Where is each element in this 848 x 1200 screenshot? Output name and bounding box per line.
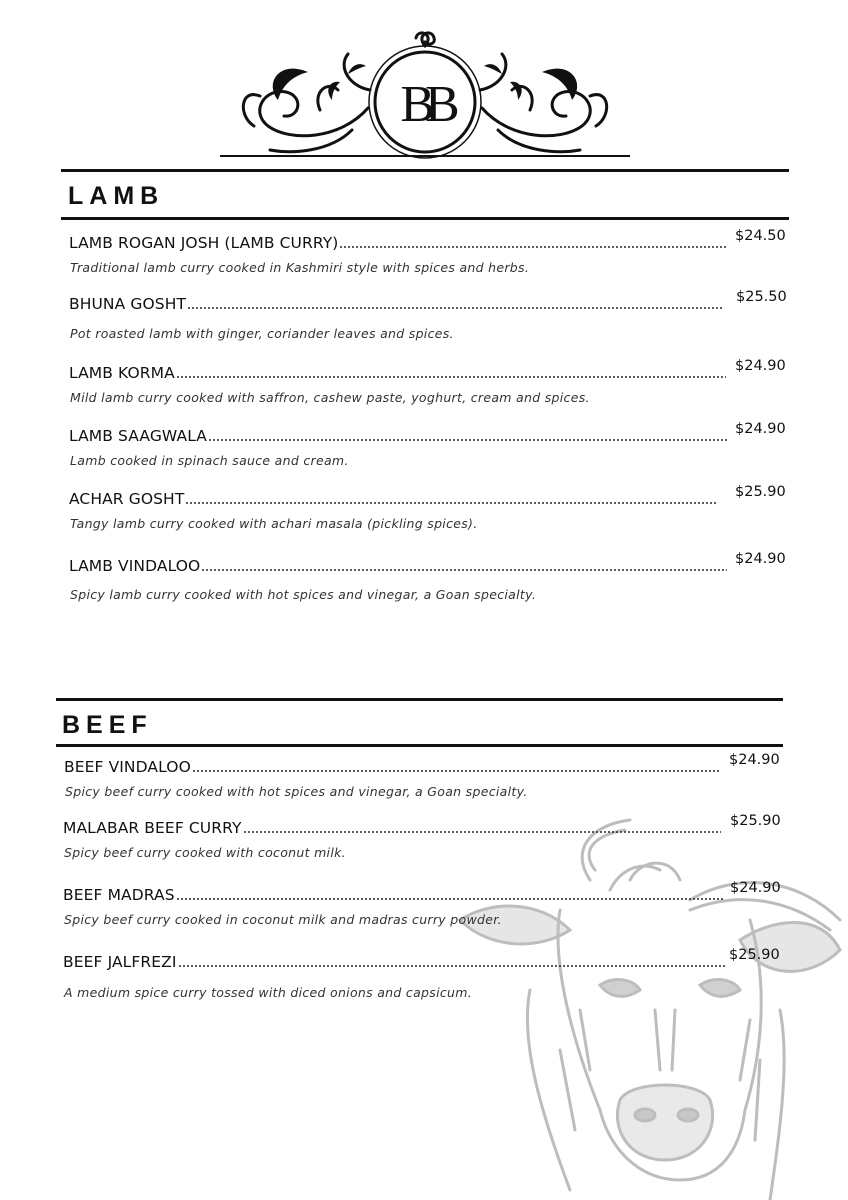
dot-leader xyxy=(201,569,727,571)
dot-leader xyxy=(208,439,729,441)
menu-item-price: $25.90 xyxy=(729,947,780,963)
menu-item xyxy=(69,360,789,410)
cow-illustration xyxy=(440,810,848,1200)
section-title-beef: BEEF xyxy=(62,711,153,739)
menu-item-price: $24.90 xyxy=(735,421,786,437)
lamb-top-rule xyxy=(61,169,789,172)
menu-item xyxy=(64,754,784,804)
dot-leader xyxy=(176,376,726,378)
menu-item-description: Spicy beef curry cooked with coconut milk. xyxy=(64,845,346,860)
menu-item-description: Mild lamb curry cooked with saffron, cashew paste, yoghurt, cream and spices. xyxy=(70,390,590,405)
menu-item-price: $24.50 xyxy=(735,228,786,244)
menu-item-name: LAMB SAAGWALA xyxy=(69,427,208,445)
menu-item-name: BEEF JALFREZI xyxy=(63,953,177,971)
menu-item-description: Pot roasted lamb with ginger, coriander leaves and spices. xyxy=(70,326,454,341)
menu-item-price: $24.90 xyxy=(730,880,781,896)
lamb-bottom-rule xyxy=(61,217,789,220)
menu-item xyxy=(69,230,789,280)
menu-item-name: MALABAR BEEF CURRY xyxy=(63,819,242,837)
menu-item-price: $24.90 xyxy=(735,551,786,567)
menu-item-description: Traditional lamb curry cooked in Kashmiri style with spices and herbs. xyxy=(70,260,530,275)
menu-item-description: Tangy lamb curry cooked with achari masala (pickling spices). xyxy=(70,516,478,531)
menu-item-price: $25.50 xyxy=(736,289,787,305)
menu-item-name: LAMB VINDALOO xyxy=(69,557,201,575)
dot-leader xyxy=(243,831,721,833)
menu-item-description: A medium spice curry tossed with diced onions and capsicum. xyxy=(64,985,473,1000)
menu-item-price: $24.90 xyxy=(735,358,786,374)
dot-leader xyxy=(192,770,720,772)
dot-leader xyxy=(339,246,726,248)
menu-item-description: Spicy beef curry cooked in coconut milk and madras curry powder. xyxy=(64,912,502,927)
dot-leader xyxy=(178,965,725,967)
menu-item-name: BEEF VINDALOO xyxy=(64,758,191,776)
menu-item-price: $25.90 xyxy=(730,813,781,829)
menu-item-description: Lamb cooked in spinach sauce and cream. xyxy=(70,453,349,468)
section-title-lamb: LAMB xyxy=(68,182,165,210)
dot-leader xyxy=(176,898,724,900)
beef-bottom-rule xyxy=(56,744,783,747)
menu-item xyxy=(69,423,789,473)
menu-item-name: LAMB ROGAN JOSH (LAMB CURRY) xyxy=(69,234,339,252)
beef-top-rule xyxy=(56,698,783,701)
logo-monogram: BB xyxy=(400,76,450,133)
menu-item xyxy=(69,291,789,341)
menu-item xyxy=(69,486,789,536)
menu-item-name: ACHAR GOSHT xyxy=(69,490,185,508)
menu-item xyxy=(63,815,783,865)
menu-item-price: $25.90 xyxy=(735,484,786,500)
menu-item xyxy=(63,949,783,999)
menu-item-name: BHUNA GOSHT xyxy=(69,295,187,313)
restaurant-logo xyxy=(220,30,630,162)
menu-item-name: BEEF MADRAS xyxy=(63,886,175,904)
dot-leader xyxy=(185,502,717,504)
menu-item-description: Spicy lamb curry cooked with hot spices and vinegar, a Goan specialty. xyxy=(70,587,537,602)
menu-item-description: Spicy beef curry cooked with hot spices and vinegar, a Goan specialty. xyxy=(65,784,528,799)
menu-item xyxy=(63,882,783,932)
menu-item-name: LAMB KORMA xyxy=(69,364,175,382)
menu-item xyxy=(69,553,789,603)
menu-item-price: $24.90 xyxy=(729,752,780,768)
dot-leader xyxy=(187,307,724,309)
